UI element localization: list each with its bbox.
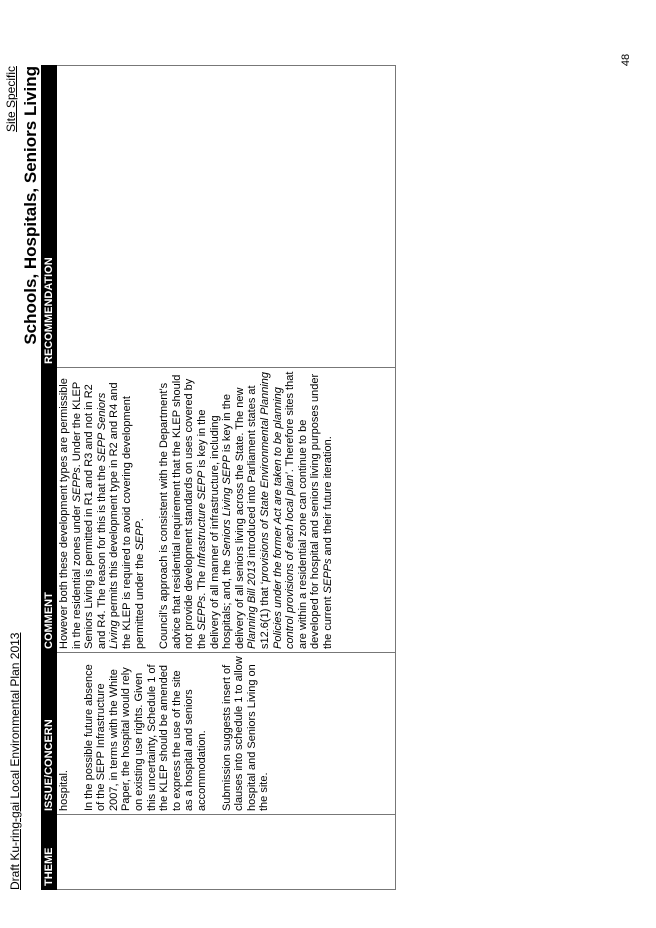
- recommendation-cell: [57, 66, 396, 368]
- column-header-issue: ISSUE/CONCERN: [42, 653, 57, 815]
- issue-paragraph: hospital.: [58, 770, 70, 811]
- issue-paragraph: Submission suggests insert of clauses into schedule 1 to allow hospital and Seniors Living on the site.: [220, 656, 271, 811]
- section-title: Schools, Hospitals, Seniors Living: [21, 66, 40, 345]
- table-row: [57, 66, 396, 890]
- column-header-recommendation: RECOMMENDATION: [42, 66, 57, 368]
- issue-cell: [57, 653, 396, 815]
- issue-paragraph: In the possible future absence of the SEPP Infrastructure 2007, in terms with the White Paper, the hospital would rely on existing use rights. Given this uncertainty, Schedule 1 of the KLEP should be amended to express the use of the site as a hospital and seniors accommodation.: [82, 664, 208, 811]
- site-specific-label: Site Specific: [4, 66, 18, 133]
- comment-paragraph: However both these development types are permissible in the residential zones under SEPPs. Under the KLEP Seniors Living is permitted in R1 and R3 and not in R2 and R4. The reason for this is that the SEPP Seniors Living permits this development type in R2 and R4 and the KLEP is required to avoid covering development permitted under the SEPP.: [58, 378, 146, 649]
- document-title: Draft Ku-ring-gai Local Environmental Plan 2013: [8, 632, 22, 890]
- column-header-theme: THEME: [42, 815, 57, 890]
- comment-paragraph: Council’s approach is consistent with the Department’s advice that residential requirement that the KLEP should not provide development standards on uses covered by the SEPPs. The Infrastructure SEPP is key in the delivery of all manner of infrastructure, including hospitals; and, the Seniors Living SEPP is key in the delivery of all seniors living across the State. The new Planning Bill 2013 introduced into Parliament states at s12.6(1) that ‘provisions of State Environmental Planning Policies under the former Act are taken to be planning control provisions of each local plan’. Therefore sites that are within a residential zone can continue to be developed for hospital and seniors living purposes under the current SEPPs and their future iteration.: [158, 371, 334, 649]
- submissions-table: [41, 65, 396, 890]
- column-header-comment: COMMENT: [42, 368, 57, 653]
- table-header-row: [42, 66, 57, 890]
- theme-cell: [57, 815, 396, 890]
- comment-cell: [57, 368, 396, 653]
- page-number: 48: [620, 53, 632, 67]
